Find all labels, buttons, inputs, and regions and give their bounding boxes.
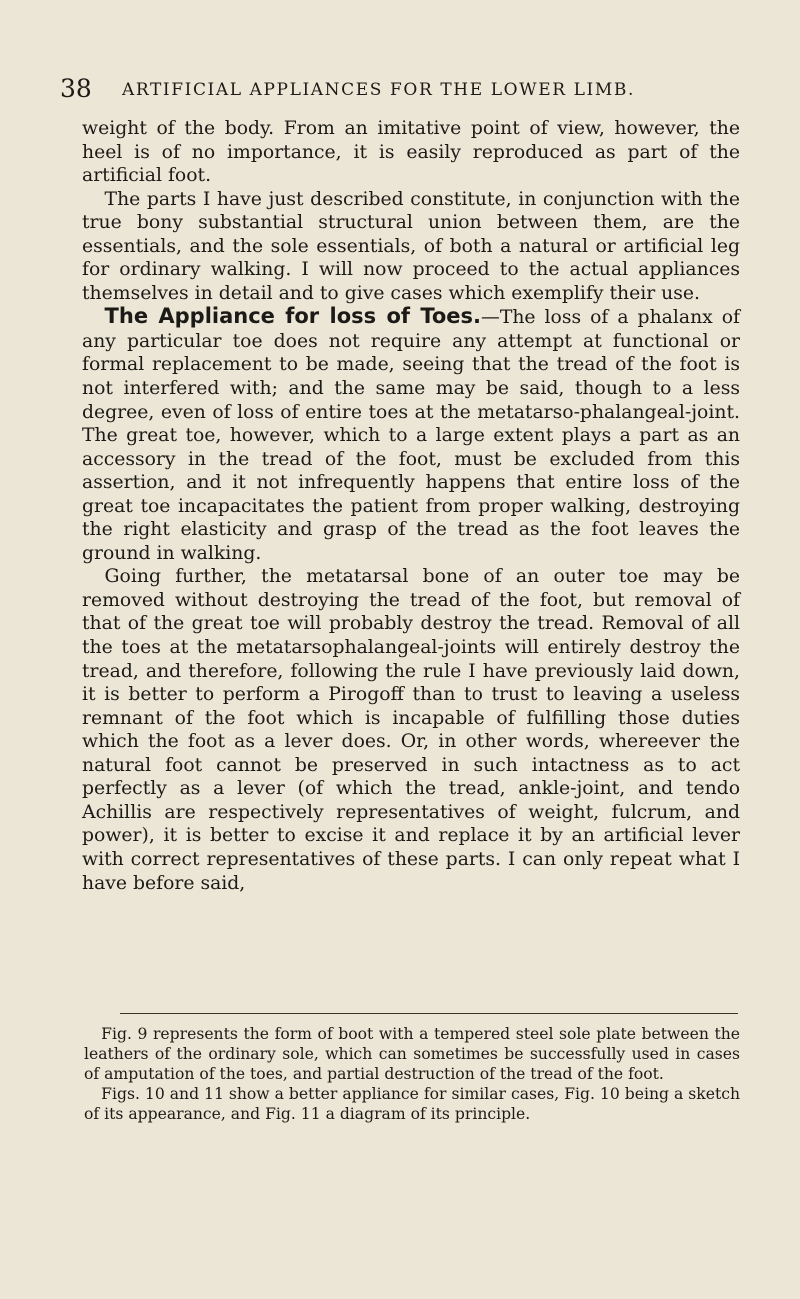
footnote: Figs. 10 and 11 show a better appliance for similar cases, Fig. 10 being a sketch of its appearance, and Fig. 11 a diagram of its principle.	[84, 1085, 740, 1123]
footnote: Fig. 9 represents the form of boot with a tempered steel sole plate between the leathers of the ordinary sole, which can sometimes be successfully used in cases of amputation of the toes, and partial destruction of the tread of the foot.	[84, 1025, 740, 1083]
paragraph-text: —The loss of a phalanx of any particular toe does not require any attempt at functional or formal replacement to be made, seeing that the tread of the foot is not interfered with; and the same may be said, though to a less degree, even of loss of entire toes at the metatarso-phalangeal-joint. The great toe, however, which to a large extent plays a part as an accessory in the tread of the foot, must be excluded from this assertion, and it not infrequently happens that entire loss of the great toe incapacitates the patient from proper walking, destroying the right elasticity and grasp of the tread as the foot leaves the ground in walking.	[82, 307, 740, 564]
body-text	[82, 117, 740, 895]
page-number: 38	[60, 74, 92, 103]
paragraph: Going further, the metatarsal bone of an outer toe may be removed without destroying the tread of the foot, but removal of that of the great toe will probably destroy the tread. Removal of all the toes at the metatarsophalangeal-joints will entirely destroy the tread, and therefore, following the rule I have previously laid down, it is better to perform a Pirogoff than to trust to leaving a useless remnant of the foot which is incapable of fulfilling those duties which the foot as a lever does. Or, in other words, whereever the natural foot cannot be preserved in such intactness as to act perfectly as a lever (of which the tread, ankle-joint, and tendo Achillis are respectively representatives of weight, fulcrum, and power), it is better to excise it and replace it by an artificial lever with correct representatives of these parts. I can only repeat what I have before said,	[82, 566, 740, 894]
running-head: ARTIFICIAL APPLIANCES FOR THE LOWER LIMB.	[122, 80, 635, 100]
paragraph	[82, 305, 740, 565]
footnotes	[84, 1024, 740, 1124]
paragraph: weight of the body. From an imitative point of view, however, the heel is of no importance, it is easily reproduced as part of the artificial foot.	[82, 118, 740, 187]
footnote-rule	[120, 1013, 738, 1014]
page-header	[60, 74, 780, 104]
paragraph: The parts I have just described constitute, in conjunction with the true bony substantial structural union between them, are the essentials, and the sole essentials, of both a natural or artificial leg for ordinary walking. I will now proceed to the actual appliances themselves in detail and to give cases which exemplify their use.	[82, 188, 740, 304]
section-heading: The Appliance for loss of Toes.	[104, 304, 482, 329]
